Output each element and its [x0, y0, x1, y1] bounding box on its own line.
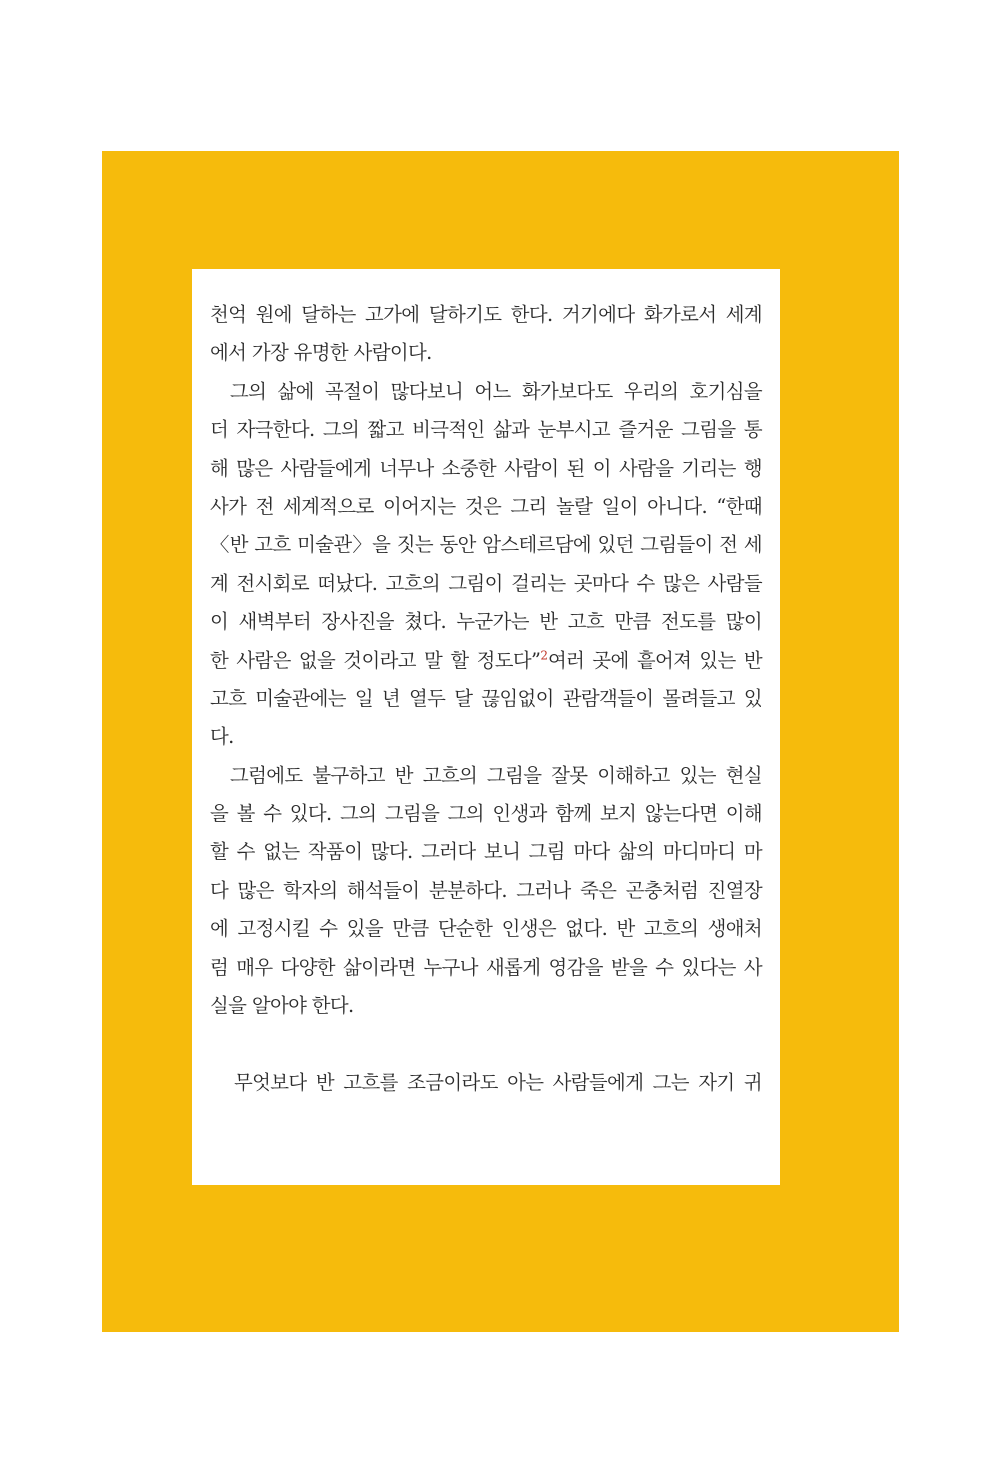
text-line: 그의 삶에 곡절이 많다보니 어느 화가보다도 우리의 호기심을: [230, 379, 762, 403]
footnote-mark[interactable]: 2: [540, 648, 548, 663]
text-line: 계 전시회로 떠났다. 고흐의 그림이 걸리는 곳마다 수 많은 사람들: [210, 571, 762, 595]
text-line: 천억 원에 달하는 고가에 달하기도 한다. 거기에다 화가로서 세계: [210, 303, 762, 326]
text-line: 럼 매우 다양한 삶이라면 누구나 새롭게 영감을 받을 수 있다는 사: [210, 955, 762, 979]
text-line: 그럼에도 불구하고 반 고흐의 그림을 잘못 이해하고 있는 현실: [230, 763, 762, 787]
text-line: 사가 전 세계적으로 이어지는 것은 그리 놀랄 일이 아니다. “한때: [210, 494, 762, 518]
text-segment: 여러 곳에 흩어져 있는 반: [547, 648, 762, 672]
text-line: 다 많은 학자의 해석들이 분분하다. 그러나 죽은 곤충처럼 진열장: [210, 878, 762, 902]
text-line: 해 많은 사람들에게 너무나 소중한 사람이 된 이 사람을 기리는 행: [210, 456, 762, 480]
text-line: 이 새벽부터 장사진을 쳤다. 누군가는 반 고흐 만큼 전도를 많이: [210, 610, 762, 634]
text-line: 에서 가장 유명한 사람이다.: [210, 341, 432, 365]
text-line-with-footnote: [210, 642, 762, 680]
text-line: 무엇보다 반 고흐를 조금이라도 아는 사람들에게 그는 자기 귀: [234, 1070, 762, 1094]
text-line: 고흐 미술관에는 일 년 열두 달 끊임없이 관람객들이 몰려들고 있: [210, 686, 762, 710]
text-line: 실을 알아야 한다.: [210, 994, 354, 1018]
text-line: 에 고정시킬 수 있을 만큼 단순한 인생은 없다. 반 고흐의 생애처: [210, 917, 762, 941]
text-line: 〈반 고흐 미술관〉을 짓는 동안 암스테르담에 있던 그림들이 전 세: [210, 533, 762, 557]
text-line: 다.: [210, 725, 234, 749]
paragraph-gap: [210, 1025, 762, 1063]
book-page: [192, 269, 780, 1185]
text-line: 더 자극한다. 그의 짧고 비극적인 삶과 눈부시고 즐거운 그림을 통: [210, 418, 762, 442]
text-segment: 한 사람은 없을 것이라고 말 할 정도다”: [210, 648, 541, 672]
text-line: 을 볼 수 있다. 그의 그림을 그의 인생과 함께 보지 않는다면 이해: [210, 802, 762, 826]
text-line: 할 수 없는 작품이 많다. 그러다 보니 그림 마다 삶의 마디마디 마: [210, 840, 762, 864]
